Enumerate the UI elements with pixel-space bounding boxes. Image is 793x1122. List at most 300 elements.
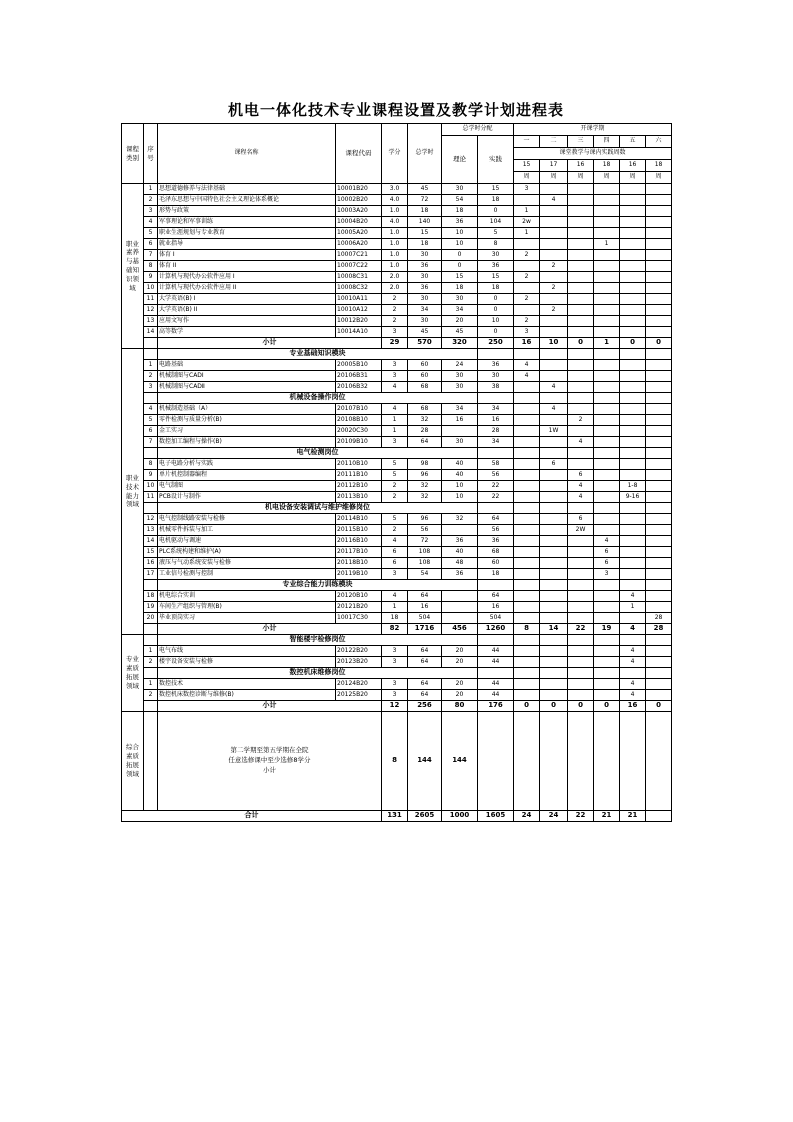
course-row [122, 283, 672, 294]
blank-cell [478, 349, 514, 360]
course-credit: 5 [382, 470, 408, 481]
course-row [122, 536, 672, 547]
course-seq: 15 [144, 547, 158, 558]
course-credit: 4 [382, 591, 408, 602]
course-theory-hours [442, 525, 478, 536]
semester-4-cell [594, 206, 620, 217]
course-total-hours: 64 [408, 591, 442, 602]
semester-3-cell [568, 591, 594, 602]
grand-total-value: 21 [594, 811, 620, 822]
semester-3-cell [568, 426, 594, 437]
semester-5-cell [620, 261, 646, 272]
semester-2-cell [540, 294, 568, 305]
course-code: 20106B31 [336, 371, 382, 382]
seq-cell [144, 503, 158, 514]
subtotal-row [122, 338, 672, 349]
semester-3-cell [568, 239, 594, 250]
course-practice-hours: 22 [478, 481, 514, 492]
course-credit: 5 [382, 514, 408, 525]
course-seq: 4 [144, 217, 158, 228]
course-theory-hours: 0 [442, 261, 478, 272]
course-seq: 1 [144, 646, 158, 657]
course-row [122, 657, 672, 668]
course-name: 机械零件拆装与加工 [158, 525, 336, 536]
course-theory-hours: 18 [442, 283, 478, 294]
course-code: 10005A20 [336, 228, 382, 239]
semester-1-cell [514, 690, 540, 701]
course-credit: 3 [382, 569, 408, 580]
blank-cell [540, 580, 568, 591]
course-practice-hours: 34 [478, 437, 514, 448]
semester-3-cell [568, 382, 594, 393]
seq-cell [144, 393, 158, 404]
course-seq: 5 [144, 228, 158, 239]
course-total-hours: 45 [408, 327, 442, 338]
blank-cell [514, 349, 540, 360]
semester-5-cell [620, 184, 646, 195]
semester-5-cell [620, 437, 646, 448]
semester-2-cell [540, 470, 568, 481]
semester-5-cell [620, 217, 646, 228]
course-code: 20107B10 [336, 404, 382, 415]
semester-2-cell [540, 514, 568, 525]
seq-cell [144, 668, 158, 679]
semester-5-cell [620, 525, 646, 536]
blank-cell [540, 712, 568, 811]
course-code: 20111B10 [336, 470, 382, 481]
blank-cell [646, 580, 672, 591]
blank-cell [594, 448, 620, 459]
semester-4-cell [594, 470, 620, 481]
course-practice-hours: 30 [478, 250, 514, 261]
semester-4-cell [594, 305, 620, 316]
course-credit: 2 [382, 492, 408, 503]
course-practice-hours: 64 [478, 514, 514, 525]
semester-4-cell [594, 261, 620, 272]
course-row [122, 646, 672, 657]
course-code: 10004B20 [336, 217, 382, 228]
semester-6-cell [646, 415, 672, 426]
course-practice-hours: 60 [478, 558, 514, 569]
semester-1-cell [514, 470, 540, 481]
module-heading-row [122, 635, 672, 646]
semester-1-cell [514, 404, 540, 415]
elective-note-line: 第二学期至第五学期在全院 [230, 746, 309, 755]
header-hours-distribution: 总学时分配 [442, 124, 514, 136]
semester-1-cell [514, 558, 540, 569]
semester-2-cell [540, 316, 568, 327]
blank-cell [646, 503, 672, 514]
course-seq: 2 [144, 371, 158, 382]
subtotal-value: 0 [646, 701, 672, 712]
semester-5-cell: 4 [620, 657, 646, 668]
course-row [122, 613, 672, 624]
course-credit: 1 [382, 602, 408, 613]
semester-4-cell [594, 690, 620, 701]
semester-4-cell [594, 591, 620, 602]
course-theory-hours: 10 [442, 481, 478, 492]
course-credit: 2 [382, 294, 408, 305]
blank-cell [646, 349, 672, 360]
category-cell: 职业素养与基础知识领域 [122, 184, 144, 349]
course-theory-hours: 34 [442, 305, 478, 316]
blank-cell [646, 448, 672, 459]
course-practice-hours: 18 [478, 195, 514, 206]
blank-cell [594, 393, 620, 404]
semester-3-cell [568, 547, 594, 558]
semester-6-cell [646, 690, 672, 701]
course-seq: 1 [144, 184, 158, 195]
semester-4-cell [594, 360, 620, 371]
course-code: 20120B10 [336, 591, 382, 602]
subtotal-value: 456 [442, 624, 478, 635]
course-theory-hours: 36 [442, 536, 478, 547]
semester-3-cell [568, 250, 594, 261]
course-total-hours: 30 [408, 316, 442, 327]
semester-2-cell [540, 228, 568, 239]
course-name: 电子电路分析与实践 [158, 459, 336, 470]
blank-cell [478, 393, 514, 404]
header-weeks-4: 18 [594, 160, 620, 172]
semester-3-cell: 4 [568, 481, 594, 492]
course-seq: 16 [144, 558, 158, 569]
semester-1-cell: 1 [514, 228, 540, 239]
course-credit: 1 [382, 426, 408, 437]
course-name: 就业指导 [158, 239, 336, 250]
semester-2-cell: 2 [540, 283, 568, 294]
subtotal-value: 0 [568, 701, 594, 712]
course-total-hours: 98 [408, 459, 442, 470]
semester-5-cell [620, 206, 646, 217]
semester-6-cell [646, 239, 672, 250]
course-credit: 6 [382, 558, 408, 569]
subtotal-value: 19 [594, 624, 620, 635]
course-code: 20109B10 [336, 437, 382, 448]
blank-cell [514, 668, 540, 679]
blank-cell [568, 448, 594, 459]
course-total-hours: 45 [408, 184, 442, 195]
course-practice-hours: 28 [478, 426, 514, 437]
course-row [122, 360, 672, 371]
course-code: 10007C22 [336, 261, 382, 272]
module-heading-row [122, 580, 672, 591]
course-code: 20116B10 [336, 536, 382, 547]
blank-cell [568, 635, 594, 646]
module-heading: 电气检测岗位 [158, 448, 478, 459]
semester-1-cell: 2w [514, 217, 540, 228]
module-heading: 机械设备操作岗位 [158, 393, 478, 404]
header-week-unit-5: 周 [620, 172, 646, 184]
semester-5-cell [620, 305, 646, 316]
seq-cell [144, 338, 158, 349]
course-name: 工业信号检测与控制 [158, 569, 336, 580]
semester-1-cell [514, 613, 540, 624]
course-theory-hours: 30 [442, 382, 478, 393]
semester-6-cell [646, 459, 672, 470]
semester-4-cell [594, 459, 620, 470]
seq-cell [144, 712, 158, 811]
semester-6-cell [646, 305, 672, 316]
semester-5-cell [620, 547, 646, 558]
course-name: 车间生产组织与管理(B) [158, 602, 336, 613]
course-credit: 2 [382, 525, 408, 536]
semester-5-cell [620, 250, 646, 261]
course-seq: 4 [144, 404, 158, 415]
semester-5-cell [620, 371, 646, 382]
semester-2-cell: 1W [540, 426, 568, 437]
course-total-hours: 60 [408, 371, 442, 382]
subtotal-value: 250 [478, 338, 514, 349]
course-practice-hours: 16 [478, 415, 514, 426]
subtotal-label: 小计 [158, 338, 382, 349]
semester-5-cell: 4 [620, 591, 646, 602]
semester-2-cell [540, 371, 568, 382]
semester-4-cell [594, 481, 620, 492]
course-credit: 5 [382, 459, 408, 470]
blank-cell [540, 668, 568, 679]
course-total-hours: 96 [408, 470, 442, 481]
course-credit: 4 [382, 536, 408, 547]
blank-cell [594, 349, 620, 360]
semester-5-cell [620, 316, 646, 327]
course-theory-hours [442, 591, 478, 602]
header-semester-3: 三 [568, 136, 594, 148]
semester-5-cell [620, 426, 646, 437]
course-code: 10008C31 [336, 272, 382, 283]
blank-cell [568, 503, 594, 514]
subtotal-value: 0 [514, 701, 540, 712]
course-seq: 14 [144, 327, 158, 338]
course-total-hours: 56 [408, 525, 442, 536]
course-code: 10010A12 [336, 305, 382, 316]
module-heading-row [122, 668, 672, 679]
course-practice-hours: 64 [478, 591, 514, 602]
category-cell: 专业素质拓展领域 [122, 635, 144, 712]
subtotal-value: 4 [620, 624, 646, 635]
subtotal-label: 小计 [158, 701, 382, 712]
course-row [122, 437, 672, 448]
course-credit: 18 [382, 613, 408, 624]
course-total-hours: 140 [408, 217, 442, 228]
course-total-hours: 64 [408, 679, 442, 690]
course-practice-hours: 44 [478, 657, 514, 668]
semester-5-cell [620, 514, 646, 525]
semester-1-cell [514, 492, 540, 503]
semester-2-cell [540, 184, 568, 195]
semester-6-cell [646, 569, 672, 580]
course-credit: 1 [382, 415, 408, 426]
header-semester-5: 五 [620, 136, 646, 148]
subtotal-value: 0 [594, 701, 620, 712]
semester-6-cell [646, 437, 672, 448]
course-theory-hours: 10 [442, 239, 478, 250]
course-seq: 11 [144, 294, 158, 305]
semester-4-cell: 1 [594, 239, 620, 250]
semester-1-cell: 3 [514, 184, 540, 195]
blank-cell [594, 503, 620, 514]
course-row [122, 305, 672, 316]
blank-cell [540, 635, 568, 646]
course-code: 20118B10 [336, 558, 382, 569]
course-theory-hours [442, 613, 478, 624]
course-total-hours: 34 [408, 305, 442, 316]
semester-2-cell [540, 613, 568, 624]
course-total-hours: 54 [408, 569, 442, 580]
subtotal-row [122, 624, 672, 635]
course-seq: 20 [144, 613, 158, 624]
course-code: 10001B20 [336, 184, 382, 195]
course-theory-hours: 20 [442, 316, 478, 327]
course-theory-hours: 15 [442, 272, 478, 283]
course-name: 毕业顶岗实习 [158, 613, 336, 624]
semester-2-cell [540, 569, 568, 580]
elective-note-line: 小计 [263, 765, 276, 774]
header-practice: 实践 [478, 136, 514, 184]
course-name: 数控机床数控诊断与维修(B) [158, 690, 336, 701]
semester-3-cell [568, 184, 594, 195]
course-seq: 2 [144, 690, 158, 701]
category-cell: 职业技术能力领域 [122, 349, 144, 635]
course-seq: 10 [144, 283, 158, 294]
course-name: 机械制造基础（A） [158, 404, 336, 415]
course-row [122, 217, 672, 228]
header-weeks-3: 16 [568, 160, 594, 172]
course-name: 形势与政策 [158, 206, 336, 217]
course-name: 应用文写作 [158, 316, 336, 327]
blank-cell [646, 393, 672, 404]
course-practice-hours: 36 [478, 261, 514, 272]
course-row [122, 525, 672, 536]
subtotal-value: 1 [594, 338, 620, 349]
module-heading-row [122, 349, 672, 360]
semester-4-cell [594, 184, 620, 195]
header-course-code: 课程代码 [336, 124, 382, 184]
course-practice-hours: 56 [478, 525, 514, 536]
course-total-hours: 64 [408, 646, 442, 657]
subtotal-value: 12 [382, 701, 408, 712]
semester-3-cell [568, 360, 594, 371]
course-code: 20108B10 [336, 415, 382, 426]
course-name: 计算机与现代办公软件应用 I [158, 272, 336, 283]
course-seq: 17 [144, 569, 158, 580]
course-name: 毛泽东思想与中国特色社会主义理论体系概论 [158, 195, 336, 206]
semester-4-cell [594, 602, 620, 613]
header-row-1 [122, 124, 672, 136]
semester-4-cell [594, 437, 620, 448]
blank-cell [594, 712, 620, 811]
seq-cell [144, 701, 158, 712]
course-row [122, 690, 672, 701]
module-heading-row [122, 448, 672, 459]
course-credit: 2 [382, 305, 408, 316]
blank-cell [514, 393, 540, 404]
subtotal-value: 10 [540, 338, 568, 349]
semester-1-cell: 2 [514, 272, 540, 283]
semester-5-cell [620, 470, 646, 481]
semester-4-cell [594, 294, 620, 305]
semester-1-cell: 3 [514, 327, 540, 338]
course-total-hours: 64 [408, 437, 442, 448]
semester-2-cell [540, 646, 568, 657]
header-week-unit-4: 周 [594, 172, 620, 184]
course-seq: 1 [144, 360, 158, 371]
course-name: 机电综合实训 [158, 591, 336, 602]
course-theory-hours: 16 [442, 415, 478, 426]
course-total-hours: 32 [408, 481, 442, 492]
blank-cell [514, 448, 540, 459]
blank-cell [620, 668, 646, 679]
semester-1-cell [514, 437, 540, 448]
semester-1-cell [514, 459, 540, 470]
seq-cell [144, 349, 158, 360]
course-seq: 1 [144, 679, 158, 690]
semester-4-cell [594, 228, 620, 239]
course-code: 20114B10 [336, 514, 382, 525]
semester-2-cell [540, 591, 568, 602]
course-name: 电气布线 [158, 646, 336, 657]
course-credit: 3 [382, 646, 408, 657]
course-total-hours: 504 [408, 613, 442, 624]
course-name: 电路基础 [158, 360, 336, 371]
header-week-unit-1: 周 [514, 172, 540, 184]
course-practice-hours: 10 [478, 316, 514, 327]
course-code: 10003A20 [336, 206, 382, 217]
course-practice-hours: 0 [478, 327, 514, 338]
header-semester-2: 二 [540, 136, 568, 148]
course-seq: 13 [144, 525, 158, 536]
header-weeks-6: 18 [646, 160, 672, 172]
subtotal-value: 14 [540, 624, 568, 635]
semester-1-cell: 4 [514, 371, 540, 382]
semester-1-cell [514, 239, 540, 250]
course-seq: 2 [144, 657, 158, 668]
semester-6-cell [646, 327, 672, 338]
semester-4-cell [594, 327, 620, 338]
semester-6-cell [646, 514, 672, 525]
grand-total-value: 21 [620, 811, 646, 822]
semester-6-cell [646, 646, 672, 657]
course-row [122, 206, 672, 217]
semester-6-cell [646, 426, 672, 437]
semester-2-cell [540, 206, 568, 217]
subtotal-value: 1260 [478, 624, 514, 635]
course-name: 金工实习 [158, 426, 336, 437]
header-total-hours: 总学时 [408, 124, 442, 184]
semester-4-cell: 4 [594, 536, 620, 547]
course-credit: 2 [382, 481, 408, 492]
semester-6-cell [646, 470, 672, 481]
subtotal-value: 176 [478, 701, 514, 712]
semester-5-cell [620, 459, 646, 470]
semester-1-cell [514, 657, 540, 668]
header-week-unit-2: 周 [540, 172, 568, 184]
blank-cell [514, 580, 540, 591]
semester-3-cell [568, 536, 594, 547]
header-semester-group: 开课学期 [514, 124, 672, 136]
course-seq: 6 [144, 426, 158, 437]
course-practice-hours: 18 [478, 283, 514, 294]
grand-total-value: 24 [540, 811, 568, 822]
course-name: 液压与气动系统安装与检修 [158, 558, 336, 569]
course-practice-hours: 34 [478, 404, 514, 415]
blank-cell [478, 580, 514, 591]
course-theory-hours: 0 [442, 250, 478, 261]
course-total-hours: 68 [408, 382, 442, 393]
course-total-hours: 60 [408, 360, 442, 371]
subtotal-row [122, 701, 672, 712]
semester-3-cell [568, 459, 594, 470]
course-seq: 5 [144, 415, 158, 426]
